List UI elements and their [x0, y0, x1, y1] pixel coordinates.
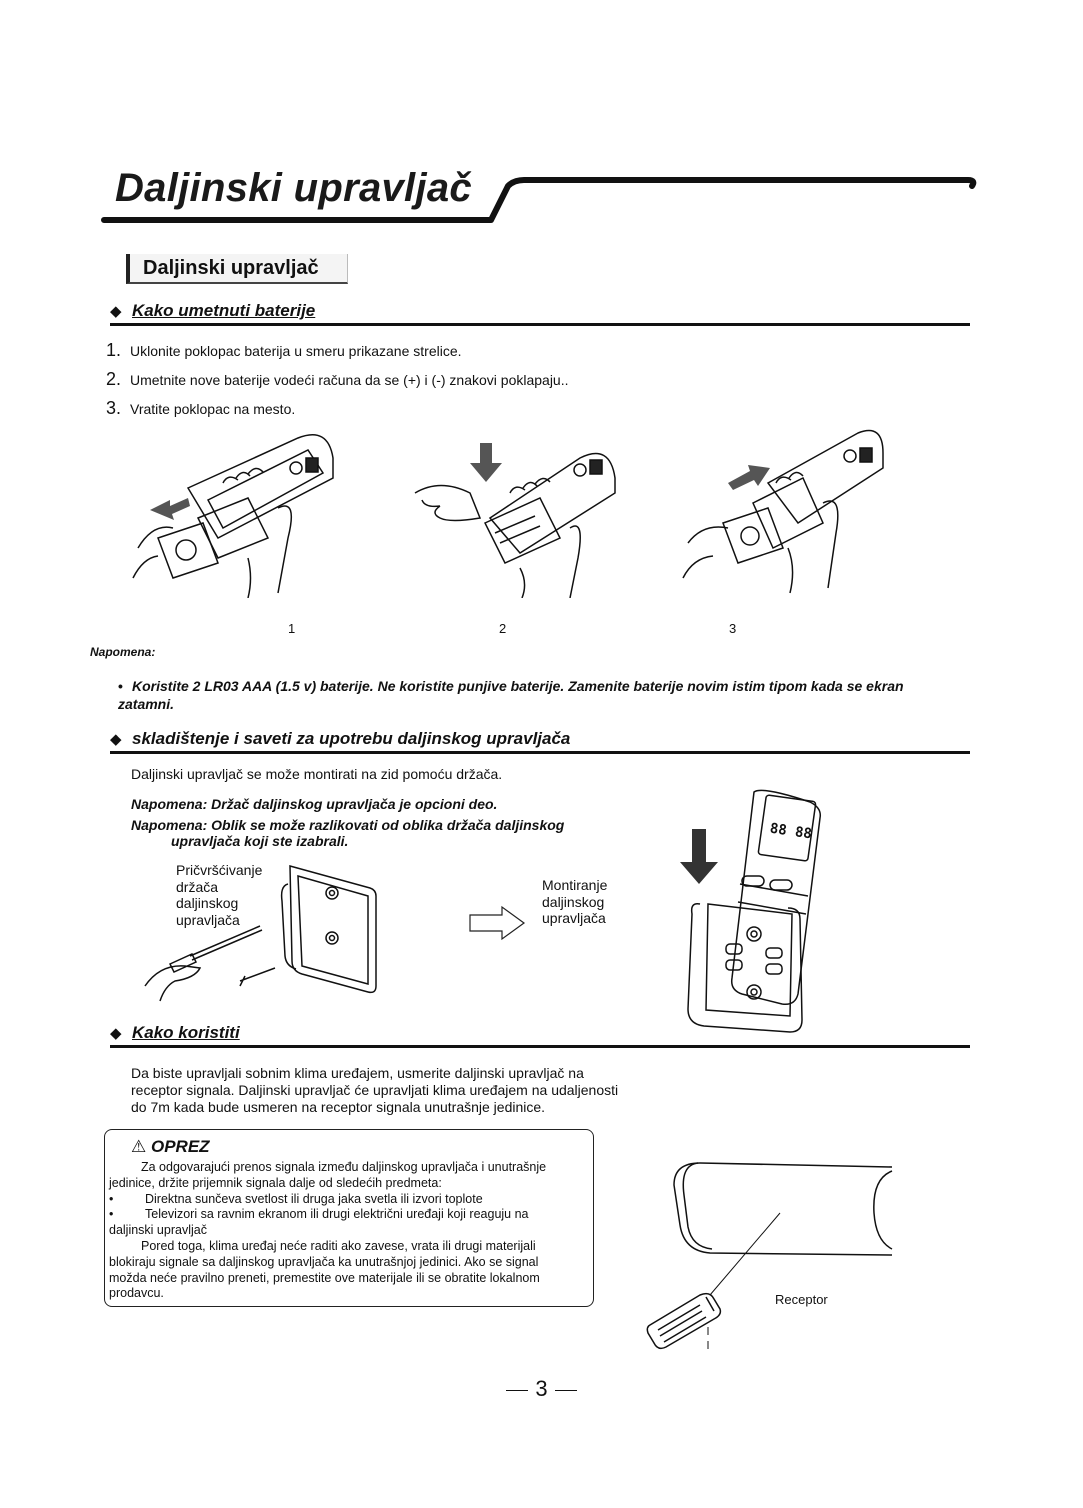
remote-in-holder-illustration [670, 784, 830, 1034]
warning-icon: ⚠ [131, 1137, 147, 1156]
usage-heading: ◆ Kako koristiti [110, 1023, 240, 1042]
batteries-heading: ◆ Kako umetnuti baterije [110, 301, 316, 320]
fix-holder-label: Pričvršćivanje držača daljinskog upravljača [176, 862, 263, 928]
storage-note-2b: upravljača koji ste izabrali. [171, 833, 349, 849]
replace-cover-illustration [678, 428, 888, 598]
mount-remote-label: Montiranje daljinskog upravljača [542, 877, 608, 926]
storage-note-1: Napomena: Držač daljinskog upravljača je opcioni deo. [131, 796, 498, 812]
storage-intro: Daljinski upravljač se može montirati na zid pomoću držača. [131, 766, 503, 782]
battery-step-1: 1. Uklonite poklopac baterija u smeru prikazane strelice. [106, 340, 462, 360]
page-number: 3 [0, 1376, 1083, 1402]
receptor-label: Receptor [775, 1292, 828, 1307]
page-title: Daljinski upravljač [115, 166, 472, 210]
indoor-unit-illustration [640, 1155, 900, 1355]
insert-batteries-illustration [410, 438, 620, 598]
figure-label-3: 3 [729, 621, 737, 636]
caution-text: Za odgovarajući prenos signala između daljinskog upravljača i unutrašnje jedinice, držite prijemnik signala dalje od sledećih predmeta: • Direktna sunčeva svetlost ili druga jaka svetla ili izvori toplote • Televizori sa ravnim ekranom ili drugi električni uređaji koji reaguju na daljinski upravljač Pored toga, klima uređaj neće raditi ako zavese, vrata ili drugi materijali blokiraju signale sa daljinskog upravljača ka unutrašnjoj jedinici. Ako se signal možda neće pravilno preneti, premestite ove materijale ili se obratite lokalnom prodavcu. [109, 1160, 547, 1301]
usage-text: Da biste upravljali sobnim klima uređajem, usmerite daljinski upravljač na receptor signala. Daljinski upravljač će upravljati klima uređajem na udaljenosti do 7m kada bude usmeren na receptor signala unutrašnje jedinice. [131, 1065, 619, 1115]
lcd-digits: 88 88 [768, 820, 813, 843]
storage-note-2a: Napomena: Oblik se može razlikovati od oblika držača daljinskog [131, 817, 565, 833]
batteries-rule [110, 323, 970, 326]
storage-rule [110, 751, 970, 754]
caution-title: ⚠ OPREZ [131, 1137, 210, 1156]
note-label: Napomena: [90, 645, 156, 659]
hollow-arrow-icon [468, 905, 528, 941]
diamond-bullet-icon: ◆ [110, 303, 122, 320]
diamond-bullet-icon: ◆ [110, 731, 122, 748]
battery-step-3: 3. Vratite poklopac na mesto. [106, 398, 296, 418]
section-tag: Daljinski upravljač [126, 254, 348, 284]
diamond-bullet-icon: ◆ [110, 1025, 122, 1042]
storage-heading: ◆ skladištenje i saveti za upotrebu daljinskog upravljača [110, 729, 571, 748]
usage-rule [110, 1045, 970, 1048]
battery-note: • Koristite 2 LR03 AAA (1.5 v) baterije. Ne koristite punjive baterije. Zamenite baterije novim istim tipom kada se ekran zatamni. [118, 678, 904, 712]
battery-step-2: 2. Umetnite nove baterije vodeći računa da se (+) i (-) znakovi poklapaju.. [106, 369, 569, 389]
remove-cover-illustration [128, 428, 338, 598]
figure-label-2: 2 [499, 621, 507, 636]
figure-label-1: 1 [288, 621, 296, 636]
wall-holder-illustration [140, 856, 380, 1006]
